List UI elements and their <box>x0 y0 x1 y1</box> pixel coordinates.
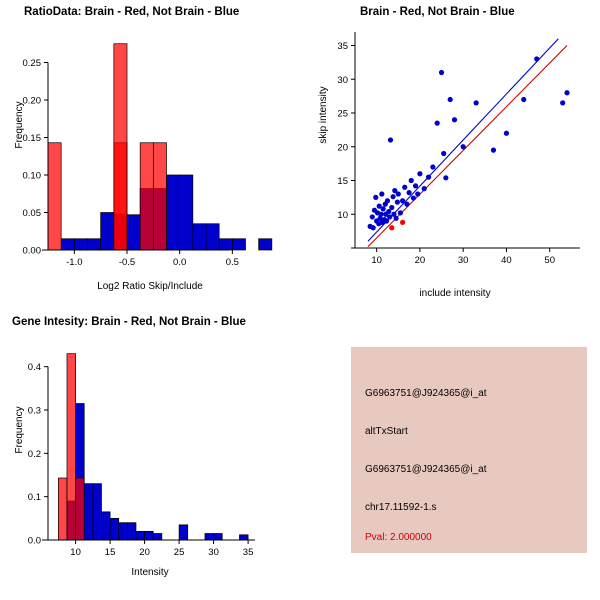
y-tick-label: 0.10 <box>22 170 41 182</box>
y-tick-label: 0.05 <box>22 208 41 219</box>
histogram-bar <box>153 143 166 250</box>
scatter-panel <box>300 0 600 300</box>
histogram-bar <box>140 143 153 250</box>
regression-line <box>368 39 558 242</box>
x-tick-label: 10 <box>70 547 81 558</box>
scatter-point <box>390 194 395 199</box>
y-tick-label: 0.20 <box>22 95 41 107</box>
histogram-bar <box>167 175 180 250</box>
gene-intensity-panel <box>0 300 300 600</box>
histogram-bar <box>205 534 214 541</box>
y-tick-label: 30 <box>337 74 348 86</box>
y-tick-label: 10 <box>337 209 348 221</box>
ratio-histogram-ylabel: Frequency <box>14 101 25 149</box>
scatter-point <box>435 121 440 126</box>
histogram-bar <box>145 531 154 540</box>
histogram-bar <box>88 239 101 250</box>
histogram-bar <box>48 143 61 250</box>
gene-histogram-title: Gene Intesity: Brain - Red, Not Brain - Blue <box>12 316 246 328</box>
y-tick-label: 25 <box>337 108 348 120</box>
y-tick-label: 0.1 <box>27 492 41 504</box>
scatter-point <box>441 151 446 156</box>
histogram-bar <box>127 523 136 540</box>
ratio-histogram-panel <box>0 0 300 300</box>
scatter-point <box>398 210 403 215</box>
scatter-point <box>373 195 378 200</box>
annotation-info-box <box>351 347 587 553</box>
info-line-probeset-2: G6963751@J924365@i_at <box>365 464 487 475</box>
x-tick-label: 30 <box>208 547 219 558</box>
scatter-point <box>388 137 393 142</box>
scatter-point <box>461 144 466 149</box>
histogram-bar <box>119 523 128 540</box>
scatter-ylabel: skip intensity <box>318 86 329 144</box>
x-tick-label: 10 <box>371 255 382 266</box>
scatter-point <box>389 205 394 210</box>
histogram-bar <box>180 175 193 250</box>
scatter-point <box>504 131 509 136</box>
x-tick-label: 25 <box>173 547 185 558</box>
y-tick-label: 0.15 <box>22 133 41 144</box>
histogram-bar <box>58 478 67 540</box>
scatter-point <box>402 185 407 190</box>
scatter-point <box>448 97 453 102</box>
y-tick-label: 35 <box>337 41 348 52</box>
histogram-bar <box>84 484 93 540</box>
info-line-probeset: G6963751@J924365@i_at <box>365 388 487 399</box>
x-tick-label: 40 <box>501 255 512 266</box>
info-line-event-type: altTxStart <box>365 426 408 437</box>
histogram-bar <box>193 224 206 250</box>
scatter-point <box>534 56 539 61</box>
scatter-xlabel: include intensity <box>419 288 491 299</box>
histogram-bar <box>127 215 140 250</box>
y-tick-label: 15 <box>337 176 348 187</box>
x-tick-label: 0.5 <box>225 257 239 268</box>
histogram-bar <box>110 518 119 540</box>
scatter-point <box>415 191 420 196</box>
scatter-point <box>404 202 409 207</box>
y-tick-label: 0.00 <box>22 245 41 257</box>
gene-histogram-xlabel: Intensity <box>131 567 169 578</box>
x-tick-label: 35 <box>242 547 254 558</box>
histogram-bar <box>179 525 188 540</box>
scatter-point <box>417 171 422 176</box>
scatter-plot <box>300 0 600 300</box>
x-tick-label: 30 <box>457 255 469 266</box>
x-tick-label: 50 <box>544 255 556 266</box>
scatter-point <box>381 206 386 211</box>
scatter-point <box>406 190 411 195</box>
scatter-point <box>385 198 390 203</box>
y-tick-label: 0.4 <box>27 362 41 374</box>
x-tick-label: 15 <box>104 547 116 558</box>
histogram-bar <box>206 224 219 250</box>
scatter-point <box>400 220 405 225</box>
histogram-bar <box>232 239 245 250</box>
scatter-point <box>411 195 416 200</box>
histogram-bar <box>101 512 110 540</box>
scatter-point <box>521 97 526 102</box>
histogram-bar <box>114 44 127 250</box>
scatter-point <box>396 191 401 196</box>
scatter-point <box>564 90 569 95</box>
scatter-point <box>395 200 400 205</box>
histogram-bar <box>61 239 74 250</box>
gene-histogram-ylabel: Frequency <box>14 406 25 454</box>
histogram-bar <box>76 478 85 540</box>
y-tick-label: 0.25 <box>22 58 41 69</box>
x-tick-label: -0.5 <box>118 257 136 268</box>
ratio-histogram-plot <box>0 0 300 300</box>
scatter-point <box>400 198 405 203</box>
scatter-point <box>452 117 457 122</box>
y-tick-label: 0.3 <box>27 405 41 417</box>
scatter-point <box>560 100 565 105</box>
scatter-point <box>409 178 414 183</box>
scatter-title: Brain - Red, Not Brain - Blue <box>360 6 515 18</box>
gene-histogram-plot <box>0 300 300 600</box>
scatter-point <box>426 175 431 180</box>
y-tick-label: 0.0 <box>27 535 41 547</box>
scatter-point <box>413 183 418 188</box>
x-tick-label: 20 <box>139 547 150 558</box>
histogram-bar <box>101 213 114 251</box>
histogram-bar <box>136 531 145 540</box>
scatter-point <box>378 212 383 217</box>
scatter-point <box>474 100 479 105</box>
histogram-bar <box>67 354 76 540</box>
scatter-point <box>389 225 394 230</box>
y-tick-label: 20 <box>337 142 348 154</box>
ratio-histogram-xlabel: Log2 Ratio Skip/Include <box>97 281 203 292</box>
scatter-point <box>371 225 376 230</box>
scatter-point <box>379 191 384 196</box>
scatter-point <box>430 164 435 169</box>
scatter-point <box>370 214 375 219</box>
info-line-coordinates: chr17.11592-1.s <box>365 502 437 513</box>
ratio-histogram-title: RatioData: Brain - Red, Not Brain - Blue <box>24 6 240 18</box>
scatter-point <box>394 216 399 221</box>
scatter-point <box>491 148 496 153</box>
histogram-bar <box>74 239 87 250</box>
x-tick-label: 0.0 <box>173 257 187 268</box>
scatter-point <box>422 186 427 191</box>
x-tick-label: 20 <box>414 255 426 266</box>
info-line-pval: Pval: 2.000000 <box>365 532 432 543</box>
histogram-bar <box>219 239 232 250</box>
scatter-point <box>443 175 448 180</box>
histogram-bar <box>214 534 223 541</box>
x-tick-label: -1.0 <box>66 257 83 268</box>
y-tick-label: 0.2 <box>27 448 41 460</box>
scatter-point <box>387 214 392 219</box>
histogram-bar <box>239 535 248 540</box>
histogram-bar <box>93 484 102 540</box>
histogram-bar <box>153 534 162 541</box>
histogram-bar <box>259 239 272 250</box>
scatter-point <box>439 70 444 75</box>
